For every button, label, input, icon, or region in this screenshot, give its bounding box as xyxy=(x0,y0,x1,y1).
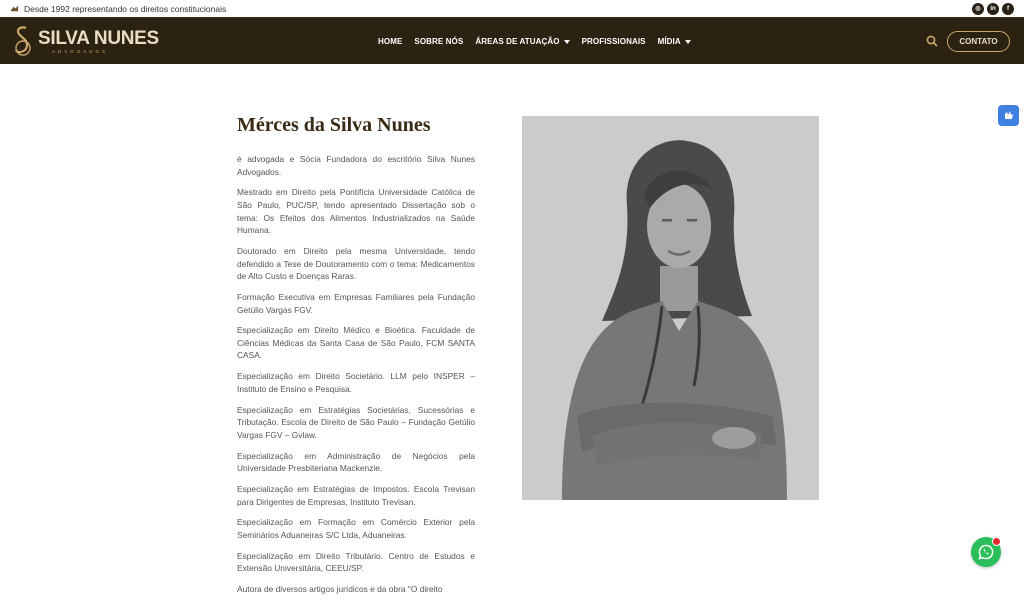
profile-bio xyxy=(237,153,475,604)
notification-badge xyxy=(992,537,1001,546)
nav-home[interactable] xyxy=(378,37,402,46)
nav-areas-de-atuacao[interactable] xyxy=(475,37,569,46)
main-header xyxy=(0,17,1024,64)
social-links xyxy=(972,3,1014,15)
tagline-group xyxy=(10,4,226,14)
bio-paragraph: Mestrado em Direito pela Pontifícia Universidade Católica de São Paulo, PUC/SP, tendo apresentado Dissertação sob o tema: Os Efeitos dos Alimentos Industrializados na Saúde Humana. xyxy=(237,187,475,236)
accessibility-button[interactable] xyxy=(998,105,1019,126)
bio-paragraph: Doutorado em Direito pela mesma Universidade, tendo defendido a Tese de Doutoramento com o tema: Medicamentos de Alto Custo e Doenças Raras. xyxy=(237,245,475,282)
bio-paragraph: Especialização em Estratégias de Impostos. Escola Trevisan para Dirigentes de Empresas, Instituto Trevisan. xyxy=(237,483,475,507)
facebook-icon[interactable]: f xyxy=(1002,3,1014,15)
bio-paragraph: Especialização em Direito Societário. LLM pelo INSPER – Instituto de Ensino e Pesquisa. xyxy=(237,371,475,394)
search-icon[interactable] xyxy=(926,35,938,47)
bio-paragraph: Autora de diversos artigos jurídicos e da obra "O direito xyxy=(237,584,443,595)
instagram-icon[interactable]: ◎ xyxy=(972,3,984,15)
nav-home-label: HOME xyxy=(378,37,403,46)
whatsapp-icon xyxy=(978,544,994,560)
site-logo[interactable] xyxy=(12,24,159,60)
logo-mark-icon xyxy=(12,24,34,60)
logo-subtitle: ADVOGADOS xyxy=(52,49,109,54)
nav-profissionais-label: PROFISSIONAIS xyxy=(581,37,646,46)
profile-photo xyxy=(522,116,819,500)
nav-areas-label: ÁREAS DE ATUAÇÃO xyxy=(475,37,560,46)
contact-button[interactable]: CONTATO xyxy=(947,31,1010,52)
nav-profissionais[interactable] xyxy=(582,37,646,46)
bio-paragraph: Especialização em Direito Tributário. Centro de Estudos e Extensão Universitária, CEEU/SP. xyxy=(237,550,475,574)
logo-title: SILVA NUNES xyxy=(38,28,159,49)
sign-language-icon xyxy=(1002,109,1015,122)
nav-sobre-nos[interactable] xyxy=(414,37,463,46)
bio-paragraph: Especialização em Administração de Negócios pela Universidade Presbiteriana Mackenzie. xyxy=(237,450,475,474)
nav-midia-label: MÍDIA xyxy=(657,37,681,46)
bio-paragraph: Especialização em Direito Médico e Bioética. Faculdade de Ciências Médicas da Santa Casa de São Paulo, FCM SANTA CASA. xyxy=(237,325,475,361)
bio-paragraph: Formação Executiva em Empresas Familiares pela Fundação Getúlio Vargas FGV. xyxy=(237,291,475,315)
linkedin-icon[interactable]: in xyxy=(987,3,999,15)
bio-paragraph: é advogada e Sócia Fundadora do escritório Silva Nunes Advogados. xyxy=(237,154,475,177)
chevron-down-icon xyxy=(564,40,570,44)
top-info-bar xyxy=(0,0,1024,17)
nav-midia[interactable] xyxy=(658,37,691,46)
chevron-down-icon xyxy=(685,40,691,44)
main-nav xyxy=(378,18,691,65)
bio-paragraph: Especialização em Formação em Comércio Exterior pela Seminários Aduaneiras S/C Ltda, Aduaneiras. xyxy=(237,517,475,540)
bio-paragraph: Especialização em Estratégias Societárias, Sucessórias e Tributação. Escola de Direito de São Paulo – Fundação Getúlio Vargas FGV – Gvlaw. xyxy=(237,404,475,440)
tagline-text: Desde 1992 representando os direitos constitucionais xyxy=(24,3,227,14)
profile-name: Mérces da Silva Nunes xyxy=(237,114,431,136)
portrait-illustration xyxy=(522,116,819,500)
nav-sobre-nos-label: SOBRE NÓS xyxy=(414,37,464,46)
hands-icon xyxy=(10,4,19,13)
